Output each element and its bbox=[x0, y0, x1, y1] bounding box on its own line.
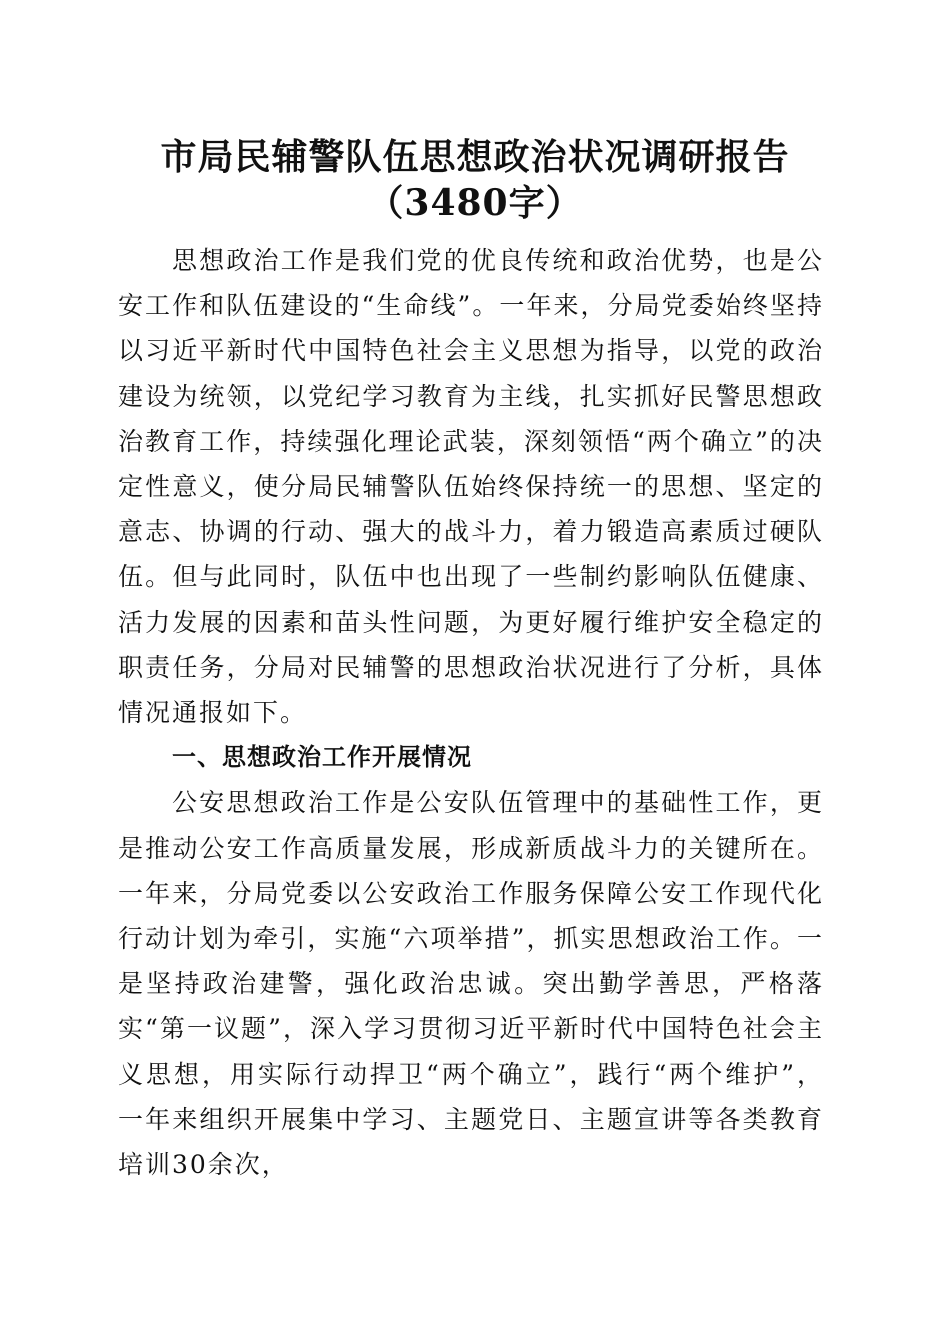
intro-paragraph: 思想政治工作是我们党的优良传统和政治优势，也是公安工作和队伍建设的“生命线”。一年来，分局党委始终坚持以习近平新时代中国特色社会主义思想为指导，以党的政治建设为统领，以党纪学习教育为主线，扎实抓好民警思想政治教育工作，持续强化理论武装，深刻领悟“两个确立”的决定性意义，使分局民辅警队伍始终保持统一的思想、坚定的意志、协调的行动、强大的战斗力，着力锻造高素质过硬队伍。但与此同时，队伍中也出现了一些制约影响队伍健康、活力发展的因素和苗头性问题，为更好履行维护安全稳定的职责任务，分局对民辅警的思想政治状况进行了分析，具体情况通报如下。 bbox=[118, 246, 824, 728]
section-heading: 一、思想政治工作开展情况 bbox=[172, 743, 472, 772]
document-body bbox=[118, 238, 824, 1187]
document-title: 市局民辅警队伍思想政治状况调研报告（3480字） bbox=[160, 136, 790, 224]
section-paragraph: 公安思想政治工作是公安队伍管理中的基础性工作，更是推动公安工作高质量发展，形成新质战斗力的关键所在。一年来，分局党委以公安政治工作服务保障公安工作现代化行动计划为牵引，实施“六项举措”，抓实思想政治工作。一是坚持政治建警，强化政治忠诚。突出勤学善思，严格落实“第一议题”，深入学习贯彻习近平新时代中国特色社会主义思想，用实际行动捍卫“两个确立”，践行“两个维护”，一年来组织开展集中学习、主题党日、主题宣讲等各类教育培训30余次， bbox=[118, 788, 824, 1180]
